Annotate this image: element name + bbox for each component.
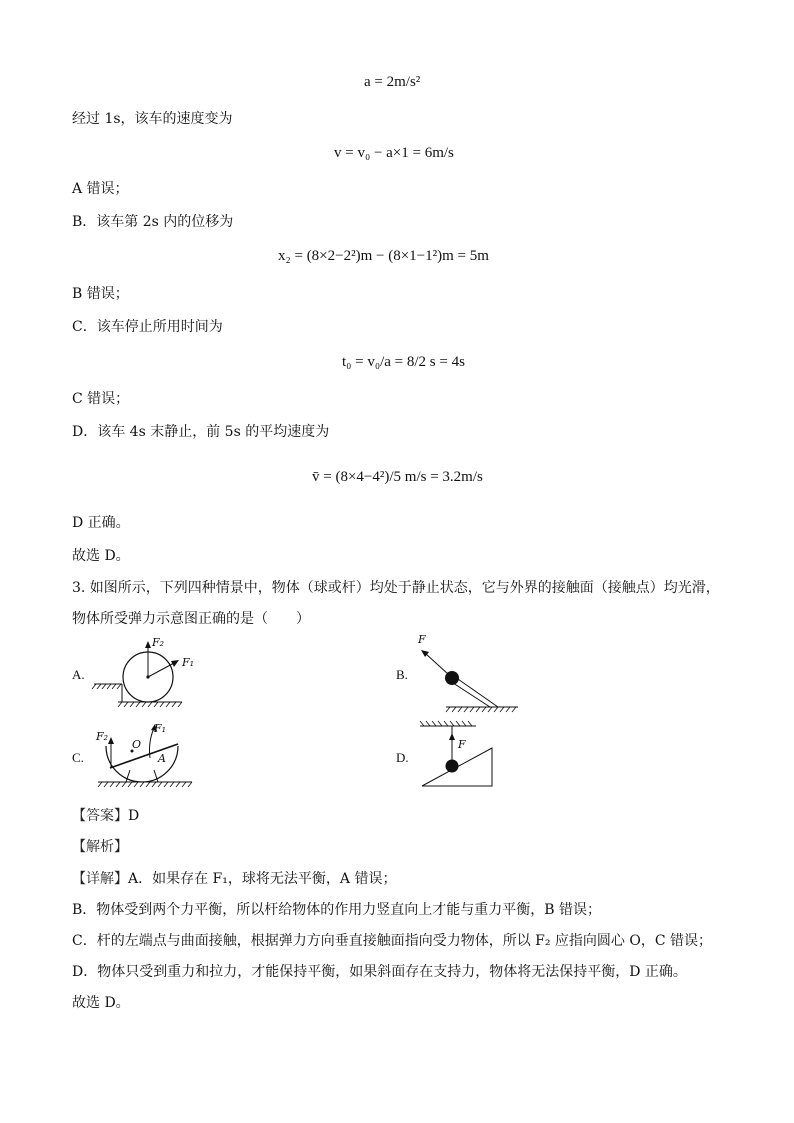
detail-c-line: C．杆的左端点与曲面接触，根据弹力方向垂直接触面指向受力物体，所以 F₂ 应指向圆心 O，C 错误； [72, 933, 713, 949]
analysis-tag [72, 838, 128, 856]
figure-a-force-f1-label: F₁ [182, 656, 195, 669]
figure-b [410, 632, 530, 721]
text-d-right: D 正确。 [72, 515, 130, 531]
detail-a-text: A．如果存在 F₁，球将无法平衡，A 错误； [128, 871, 397, 887]
detail-d-line: D．物体只受到重力和拉力，才能保持平衡，如果斜面存在支持力，物体将无法保持平衡，D 正确。 [72, 964, 687, 980]
answer-line [72, 807, 139, 825]
figure-c-point-a-label: A [158, 752, 166, 765]
option-a-label: A. [72, 667, 85, 682]
figure-d-force-f-label: F [458, 738, 466, 751]
figure-c [92, 718, 202, 802]
question-3-line-1: 3. 如图所示，下列四种情景中，物体（球或杆）均处于静止状态，它与外界的接触面（接触点）均光滑， [72, 580, 720, 596]
answer-tag: 【答案】 [72, 808, 128, 824]
figure-d [418, 718, 508, 797]
text-b-wrong: B 错误； [72, 286, 129, 302]
figure-c-force-f2-label: F₂ [96, 730, 109, 743]
option-d-label: D. [396, 750, 409, 765]
text-d-average: D．该车 4s 末静止，前 5s 的平均速度为 [72, 424, 330, 440]
text-choose-d-2: 故选 D。 [72, 995, 130, 1011]
text-b-displacement: B．该车第 2s 内的位移为 [72, 214, 234, 230]
figure-a-force-f2-label: F₂ [152, 636, 165, 649]
text-choose-d-1: 故选 D。 [72, 548, 130, 564]
text-c-stop-time: C．该车停止所用时间为 [72, 319, 223, 335]
text-c-wrong: C 错误； [72, 391, 130, 407]
equation-stop-time: t₀ = v₀/a = 8/2 s = 4s [342, 354, 465, 370]
equation-displacement: x₂ = (8×2−2²)m − (8×1−1²)m = 5m [278, 248, 489, 264]
option-b-label: B. [396, 667, 408, 682]
text-after-1s: 经过 1s，该车的速度变为 [72, 111, 233, 127]
option-c-label: C. [72, 750, 84, 765]
equation-velocity: v = v₀ − a×1 = 6m/s [334, 145, 454, 161]
question-3-line-2: 物体所受弹力示意图正确的是（ ） [72, 611, 310, 627]
figure-b-force-f-label: F [418, 633, 426, 646]
figure-c-point-o-label: O [132, 738, 142, 751]
equation-acceleration: a = 2m/s² [364, 74, 421, 90]
figure-c-force-f1-label: F₁ [154, 722, 167, 735]
detail-b-line: B．物体受到两个力平衡，所以杆给物体的作用力竖直向上才能与重力平衡，B 错误； [72, 902, 602, 918]
analysis-tag-text: 【解析】 [72, 839, 128, 855]
answer-value: D [128, 808, 140, 824]
detail-a-line [72, 870, 396, 888]
equation-average-velocity: v̄ = (8×4−4²)/5 m/s = 3.2m/s [312, 469, 483, 485]
text-a-wrong: A 错误； [72, 181, 129, 197]
figure-a [92, 632, 202, 716]
detail-tag: 【详解】 [72, 871, 128, 887]
